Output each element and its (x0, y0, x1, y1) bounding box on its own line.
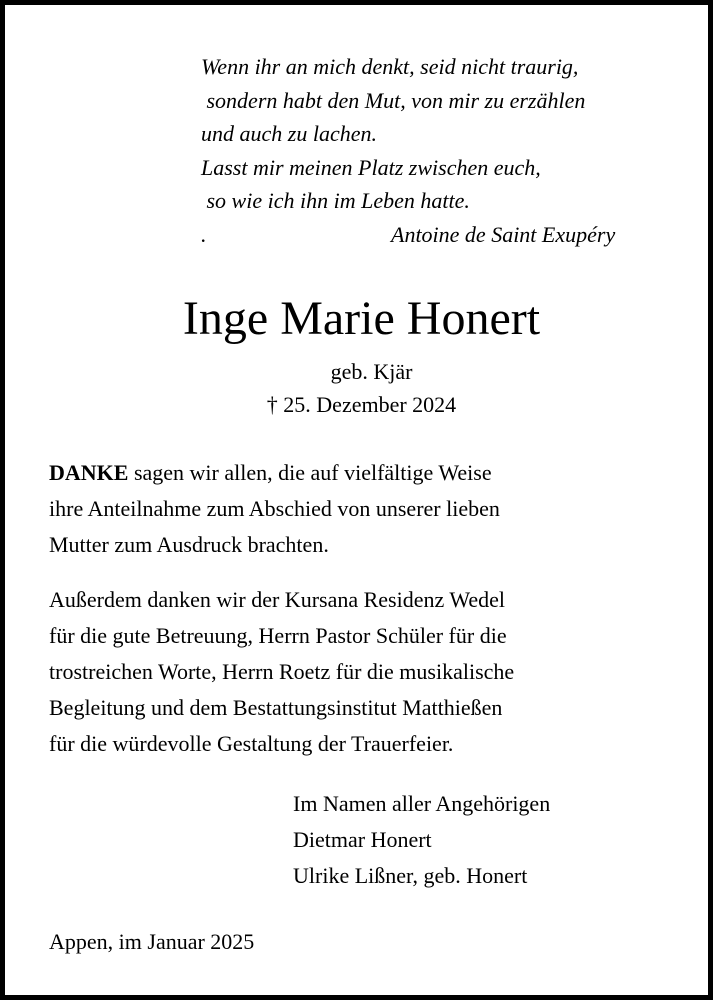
thanks-line: ihre Anteilnahme zum Abschied von unserer lieben (49, 496, 500, 521)
poem-line: und auch zu lachen. (201, 121, 377, 146)
acknowledgement-line: für die gute Betreuung, Herrn Pastor Schüler für die (49, 623, 507, 648)
poem-line: Wenn ihr an mich denkt, seid nicht traurig, (201, 54, 579, 79)
signer-line: Im Namen aller Angehörigen (293, 791, 551, 816)
signers-block (293, 786, 550, 894)
maiden-name: geb. Kjär (330, 359, 413, 384)
acknowledgement-line: für die würdevolle Gestaltung der Trauerfeier. (49, 731, 454, 756)
thanks-line: Mutter zum Ausdruck brachten. (49, 532, 329, 557)
acknowledgement-line: trostreichen Worte, Herrn Roetz für die musikalische (49, 659, 515, 684)
poem-line: sondern habt den Mut, von mir zu erzählen (201, 87, 586, 113)
thanks-line-text: sagen wir allen, die auf vielfältige Weise (128, 460, 492, 485)
death-date: † 25. Dezember 2024 (266, 392, 457, 417)
thanks-paragraph (49, 455, 689, 563)
acknowledgement-line: Begleitung und dem Bestattungsinstitut Matthießen (49, 695, 503, 720)
signer-line: Ulrike Lißner, geb. Honert (293, 863, 528, 888)
thanks-line (49, 455, 689, 491)
signer-line: Dietmar Honert (293, 827, 432, 852)
poem-quote (201, 50, 615, 251)
acknowledgement-paragraph (49, 582, 689, 762)
poem-author: Antoine de Saint Exupéry (391, 221, 616, 247)
place-date: Appen, im Januar 2025 (49, 929, 255, 954)
deceased-name: Inge Marie Honert (182, 292, 541, 345)
poem-line: so wie ich ihn im Leben hatte. (201, 188, 470, 213)
attribution-dot: . (201, 221, 207, 247)
poem-attribution-line (201, 218, 615, 252)
poem-line: Lasst mir meinen Platz zwischen euch, (201, 154, 541, 180)
thanks-lead-word: DANKE (49, 460, 129, 485)
acknowledgement-line: Außerdem danken wir der Kursana Residenz Wedel (49, 587, 505, 612)
